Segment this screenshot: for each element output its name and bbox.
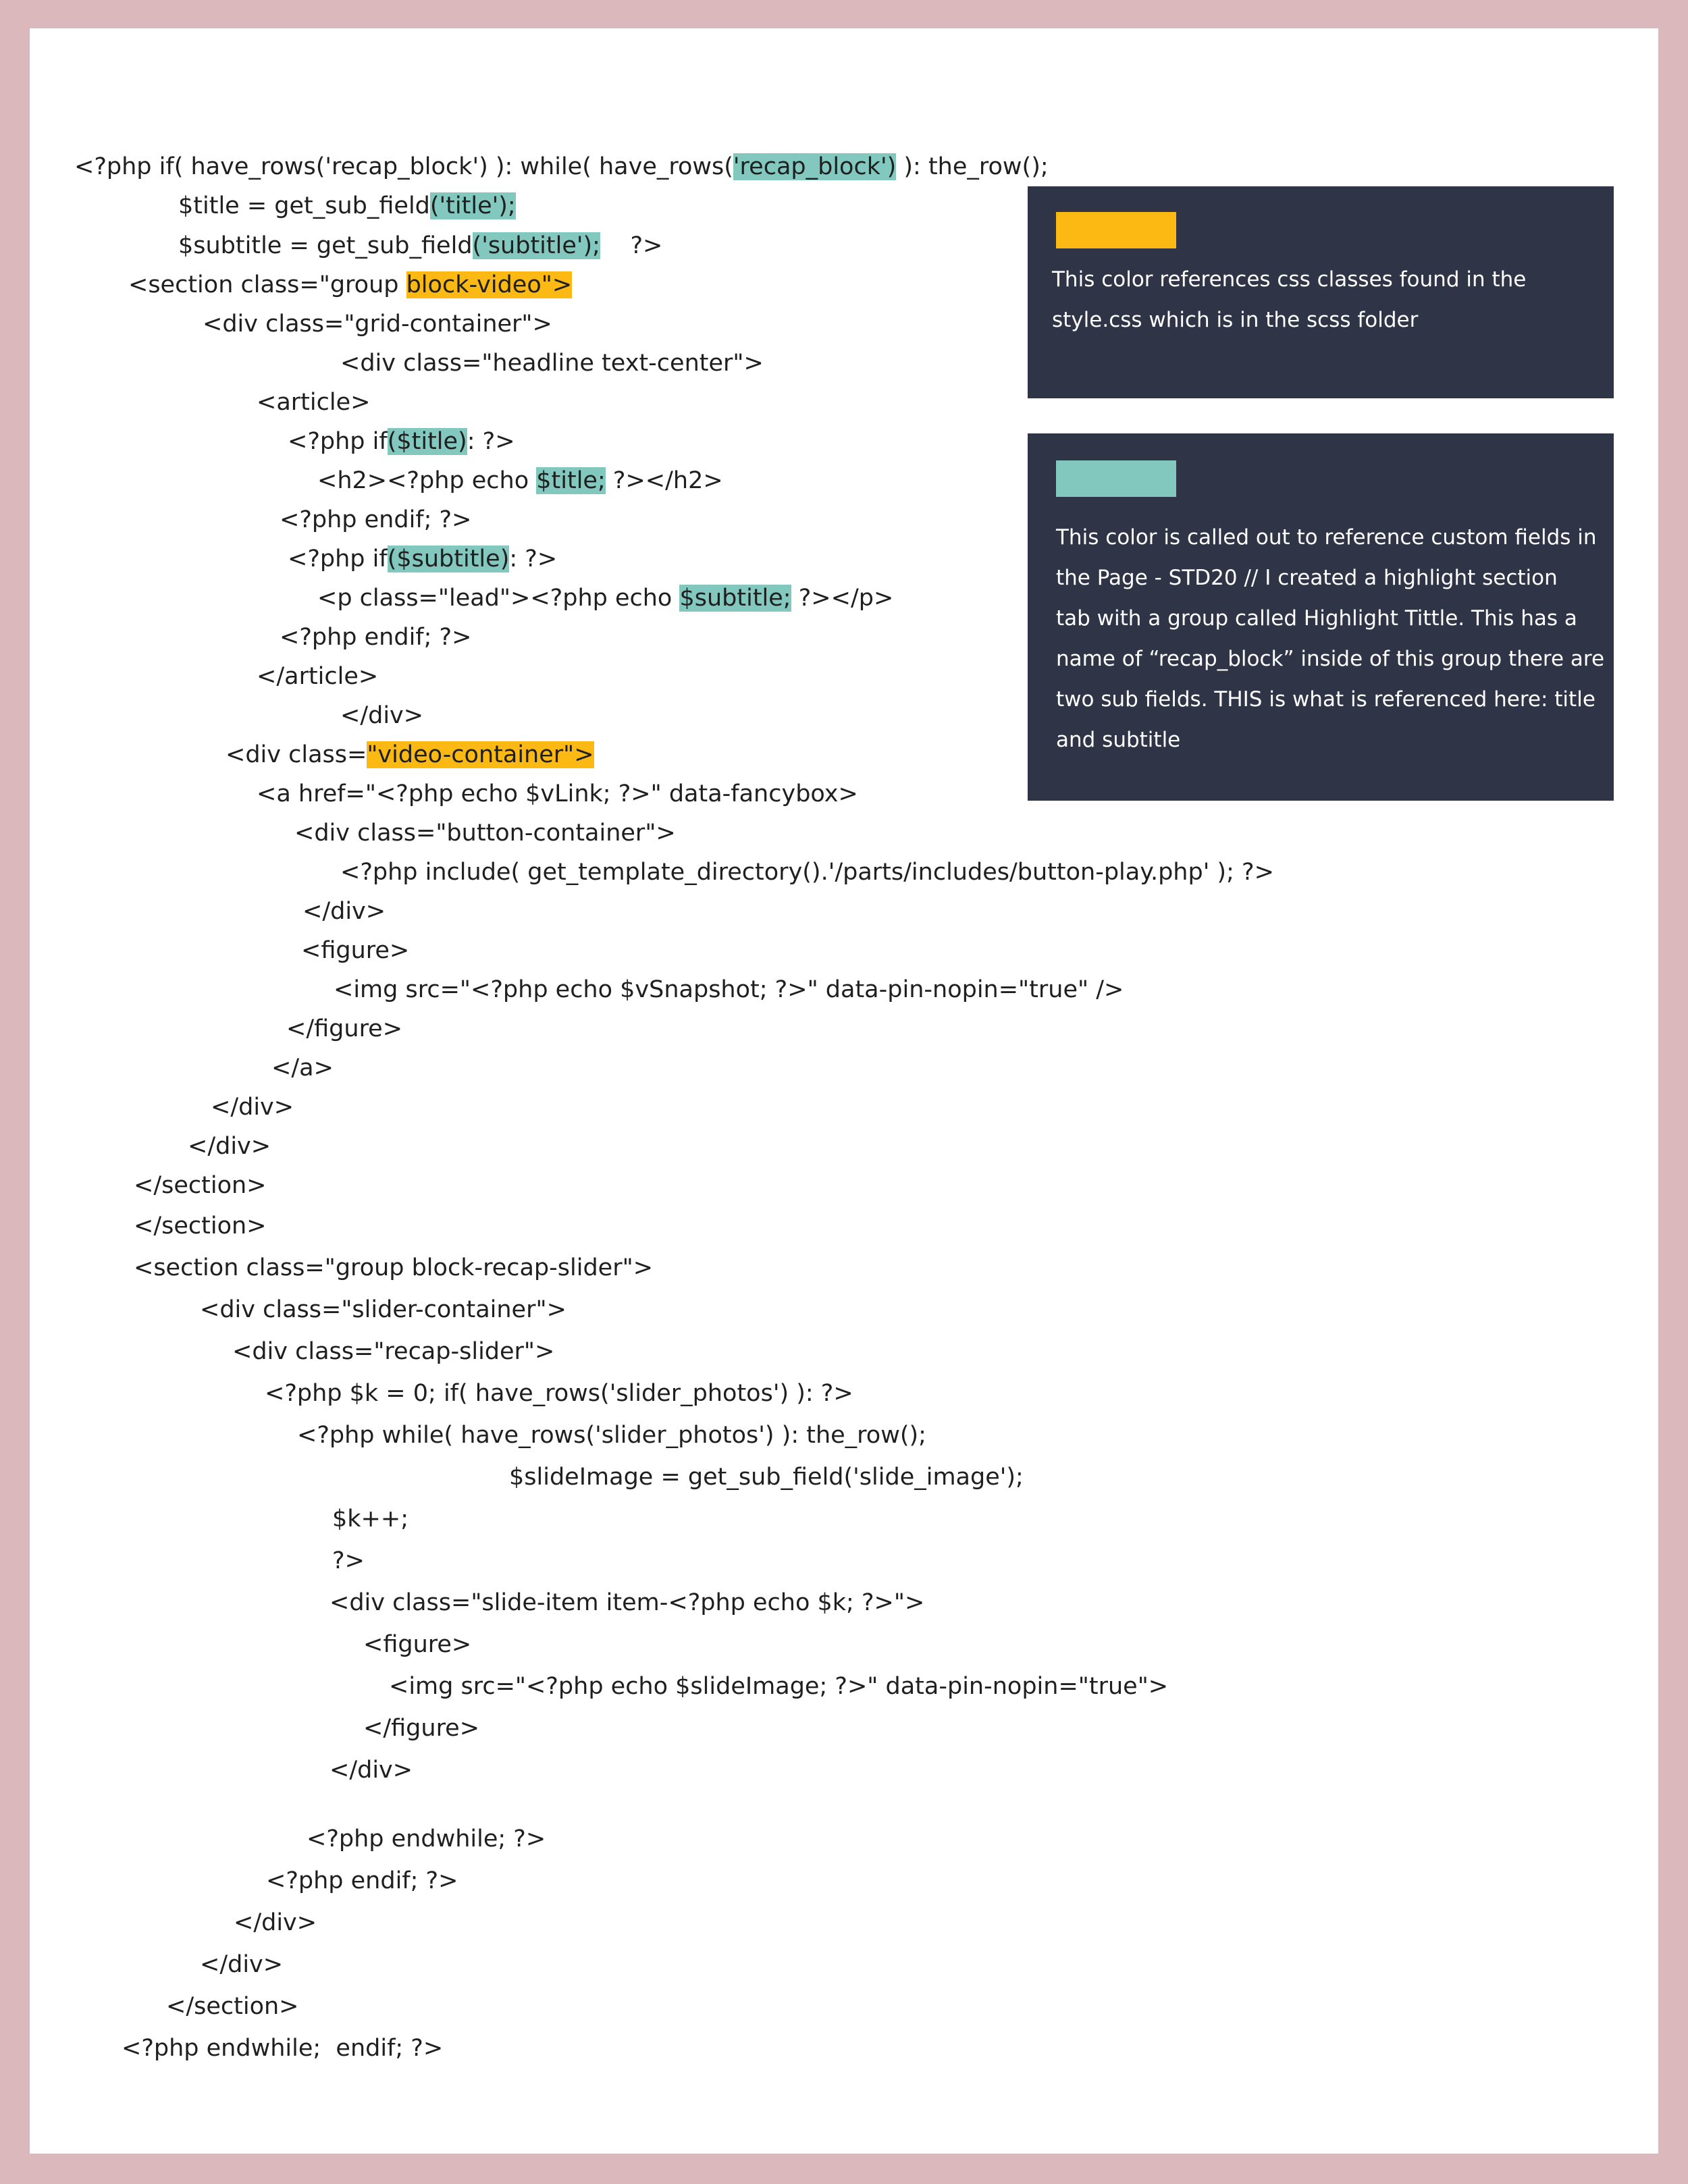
code-text: </div> [200, 1951, 284, 1978]
teal-highlighted-code: ($subtitle) [387, 545, 510, 572]
code-text: <div class="headline text-center"> [340, 350, 764, 377]
orange-note-text [1052, 259, 1606, 340]
code-text: <h2><?php echo [317, 467, 537, 494]
code-line [232, 1337, 554, 1366]
note-line: name of “recap_block” inside of this group there are [1056, 647, 1605, 671]
code-line [178, 231, 662, 261]
code-text: <img src="<?php echo $slideImage; ?>" data-pin-nopin="true"> [389, 1673, 1169, 1700]
note-line: and subtitle [1056, 728, 1181, 752]
code-text: <?php include( get_template_directory().'/parts/includes/button-play.php' ); ?> [340, 859, 1274, 886]
code-line [288, 427, 515, 456]
code-text: <div class= [226, 741, 367, 768]
code-text: </section> [134, 1213, 267, 1240]
teal-highlighted-code: $title; [536, 467, 606, 494]
code-text: <?php endif; ?> [280, 506, 472, 533]
code-line [363, 1630, 471, 1659]
code-line [257, 662, 378, 691]
code-line [178, 191, 516, 221]
code-text: </figure> [286, 1015, 403, 1042]
code-line [329, 1755, 413, 1785]
note-line: the Page - STD20 // I created a highlight section [1056, 566, 1558, 590]
code-text: $slideImage = get_sub_field('slide_image'); [509, 1464, 1024, 1491]
code-text: <?php if( have_rows('recap_block') ): while( have_rows( [74, 153, 733, 180]
code-text: <div class="recap-slider"> [232, 1338, 555, 1365]
note-line: style.css which is in the scss folder [1052, 308, 1419, 332]
teal-highlighted-code: ('subtitle'); [472, 232, 600, 259]
teal-note-text [1056, 517, 1610, 760]
code-line [266, 1866, 458, 1896]
code-line [134, 1211, 267, 1241]
code-text: $title = get_sub_field [178, 192, 430, 219]
code-text: ?></p> [791, 585, 894, 612]
code-line [332, 1504, 408, 1534]
code-text: : ?> [509, 545, 558, 572]
teal-legend-note [1028, 433, 1614, 801]
code-line [317, 466, 723, 496]
code-line [280, 622, 471, 652]
code-line [340, 348, 764, 378]
document-sheet [30, 28, 1658, 2154]
orange-highlighted-code: "video-container"> [367, 741, 594, 768]
code-line [257, 388, 370, 417]
code-text: <a href="<?php echo $vLink; ?>" data-fancybox> [257, 780, 858, 807]
code-text: </div> [329, 1757, 413, 1784]
code-line [302, 897, 386, 926]
code-line [200, 1295, 566, 1325]
code-text: <?php endif; ?> [280, 624, 472, 651]
code-text: $subtitle = get_sub_field [178, 232, 473, 259]
teal-highlighted-code: $subtitle; [679, 585, 791, 612]
code-text: ): the_row(); [896, 153, 1049, 180]
code-text: : ?> [467, 428, 515, 455]
code-line [271, 1053, 334, 1083]
code-line [297, 1420, 926, 1450]
code-line [286, 1014, 402, 1044]
code-line [211, 1092, 294, 1122]
code-line [257, 779, 858, 809]
note-line: This color is called out to reference custom fields in [1056, 525, 1597, 550]
code-line [74, 152, 1049, 182]
code-text: <?php endif; ?> [266, 1867, 458, 1894]
note-line: tab with a group called Highlight Tittle. This has a [1056, 606, 1577, 631]
code-text: <?php if [288, 545, 388, 572]
code-text: </section> [166, 1993, 299, 2020]
orange-color-swatch [1056, 212, 1176, 248]
code-line [128, 270, 572, 300]
orange-legend-note [1028, 186, 1614, 398]
code-text: </div> [234, 1909, 317, 1936]
teal-color-swatch [1056, 460, 1176, 497]
code-text: </section> [134, 1172, 267, 1199]
code-text: <figure> [363, 1631, 472, 1658]
code-text: $k++; [332, 1506, 408, 1533]
code-line [188, 1131, 271, 1161]
code-text: <section class="group block-recap-slider"> [134, 1254, 654, 1281]
code-text: <p class="lead"><?php echo [317, 585, 680, 612]
code-line [332, 1546, 365, 1576]
code-line [389, 1672, 1168, 1701]
code-text: <?php while( have_rows('slider_photos') ): the_row(); [297, 1422, 926, 1449]
note-line: This color references css classes found in the [1052, 267, 1527, 292]
code-line [203, 309, 552, 339]
code-line [340, 857, 1274, 887]
code-line [280, 505, 471, 535]
code-text: </a> [271, 1055, 334, 1082]
code-text: <?php endwhile; ?> [307, 1826, 546, 1853]
code-line [307, 1824, 546, 1854]
code-text: </div> [302, 898, 386, 925]
note-line: two sub fields. THIS is what is referenced here: title [1056, 687, 1595, 712]
code-text: <article> [257, 389, 371, 416]
teal-highlighted-code: ($title) [387, 428, 467, 455]
code-line [288, 544, 557, 574]
code-text: <?php $k = 0; if( have_rows('slider_photos') ): ?> [265, 1380, 853, 1407]
code-line [317, 583, 893, 613]
code-text: <figure> [301, 937, 410, 964]
code-line [134, 1253, 653, 1283]
code-line [363, 1713, 479, 1743]
teal-highlighted-code: 'recap_block') [733, 153, 897, 180]
code-line [301, 936, 409, 965]
code-text: </article> [257, 663, 379, 690]
code-text: </div> [211, 1094, 294, 1121]
code-line [166, 1992, 299, 2021]
code-text: <div class="slide-item item-<?php echo $k; ?>"> [329, 1589, 925, 1616]
code-line [340, 701, 423, 730]
code-text: </div> [188, 1133, 271, 1160]
code-text: <section class="group [128, 271, 406, 298]
teal-highlighted-code: ('title'); [429, 192, 516, 219]
code-line [329, 1588, 924, 1618]
code-text: </div> [340, 702, 424, 729]
code-line [134, 1171, 267, 1200]
code-line [294, 818, 676, 848]
code-text: <div class="button-container"> [294, 820, 676, 847]
code-line [234, 1908, 317, 1938]
code-text: ?> [600, 232, 663, 259]
code-line [226, 740, 594, 770]
code-line [122, 2033, 443, 2063]
orange-highlighted-code: block-video"> [406, 271, 573, 298]
code-text: <?php endwhile; endif; ?> [122, 2035, 444, 2062]
code-text: <div class="slider-container"> [200, 1296, 566, 1323]
code-line [200, 1950, 283, 1979]
code-text: </figure> [363, 1715, 480, 1742]
code-line [509, 1462, 1024, 1492]
code-text: <?php if [288, 428, 388, 455]
code-text: ?> [332, 1547, 365, 1574]
code-line [265, 1379, 853, 1408]
code-line [334, 975, 1124, 1005]
code-text: <div class="grid-container"> [203, 311, 552, 338]
code-text: <img src="<?php echo $vSnapshot; ?>" data-pin-nopin="true" /> [334, 976, 1124, 1003]
code-text: ?></h2> [605, 467, 723, 494]
